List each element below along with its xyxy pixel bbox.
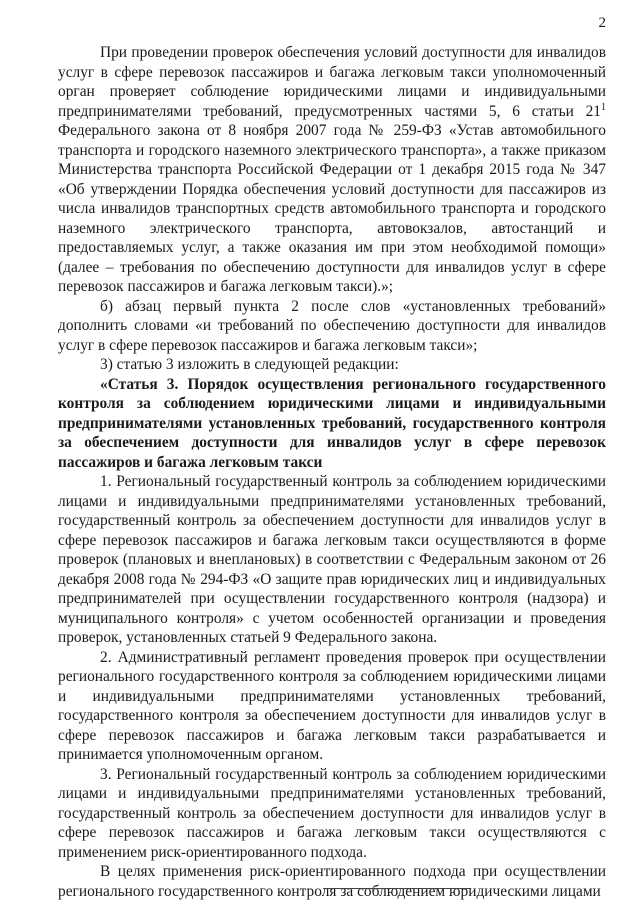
paragraph-amendment-3: 3) статью 3 изложить в следующей редакции: <box>100 356 399 373</box>
paragraph-inspection-requirements: При проведении проверок обеспечения условий доступности для инвалидов услуг в сфере перевозок пассажиров и багажа легковым такси уполномоченный орган проверяет соблюдение юридическими лицами и индивидуальными предпринимателями требований, предусмотренных частями 5, 6 статьи $21^1$ Федерального закона от 8 ноября 2007 года № 259-ФЗ «Устав автомобильного транспорта и городского наземного электрического транспорта», а также приказом Министерства транспорта Российской Федерации от 1 декабря 2015 года № 347 «Об утверждении Порядка обеспечения условий доступности для пассажиров из числа инвалидов транспортных средств автомобильного транспорта и городского наземного электрического транспорта, автовокзалов, автостанций и предоставляемых услуг, а также оказания им при этом необходимой помощи» (далее – требования по обеспечению доступности для инвалидов услуг в сфере перевозок пассажиров и багажа легковым такси).»; <box>58 44 606 295</box>
article-3-heading: «Статья 3. Порядок осуществления регионального государственного контроля за соблюдением юридическими лицами и индивидуальными предпринимателями установленных требований, государственного контроля за обеспечением доступности для инвалидов услуг в сфере перевозок пассажиров и багажа легковым такси <box>58 375 606 471</box>
paragraph-risk-approach: В целях применения риск-ориентированного подхода при осуществлении регионального государственного контроля за соблюдением юридическими лицами <box>58 863 606 900</box>
footnote-superscript: 1 <box>601 101 606 113</box>
article-3-clause-1: 1. Региональный государственный контроль за соблюдением юридическими лицами и индивидуальными предпринимателями установленных требований, государственный контроль за обеспечением доступности для инвалидов услуг в сфере перевозок пассажиров и багажа легковым такси осуществляются в форме проверок (плановых и внеплановых) в соответствии с Федеральным законом от 26 декабря 2008 года № 294-ФЗ «О защите прав юридических лиц и индивидуальных предпринимателей при осуществлении государственного контроля (надзора) и муниципального контроля» с учетом особенностей организации и проведения проверок, установленных статьей 9 Федерального закона. <box>58 473 606 646</box>
article-3-clause-2: 2. Административный регламент проведения проверок при осуществлении регионального государственного контроля за соблюдением юридическими лицами и индивидуальными предпринимателями установленных требований, государственного контроля за обеспечением доступности для инвалидов услуг в сфере перевозок пассажиров и багажа легковым такси разрабатывается и принимается уполномоченным органом. <box>58 648 606 763</box>
paragraph-amendment-b: б) абзац первый пункта 2 после слов «установленных требований» дополнить словами «и требований по обеспечению доступности для инвалидов услуг в сфере перевозок пассажиров и багажа легковым такси»; <box>58 297 606 354</box>
page-number: 2 <box>598 15 606 31</box>
document-body <box>58 43 606 901</box>
footer-divider <box>323 888 471 889</box>
article-3-clause-3: 3. Региональный государственный контроль за соблюдением юридическими лицами и индивидуальными предпринимателями установленных требований, государственный контроль за обеспечением доступности для инвалидов услуг в сфере перевозок пассажиров и багажа легковым такси осуществляются с применением риск-ориентированного подхода. <box>58 765 606 861</box>
